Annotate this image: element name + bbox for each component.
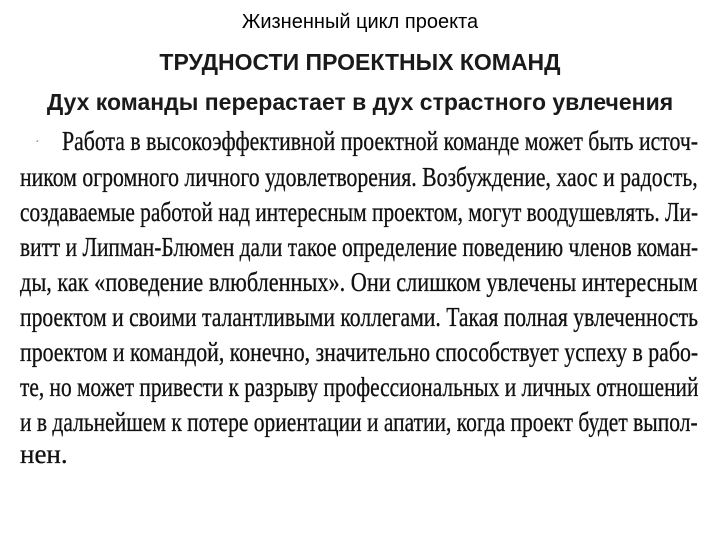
text-line-10: нен. xyxy=(20,439,68,469)
slide-title: ТРУДНОСТИ ПРОЕКТНЫХ КОМАНД xyxy=(159,49,561,75)
text-line-2: ником огромного личного удовлетворения. Возбуждение, хаос и радость, xyxy=(20,162,698,192)
slide-subtitle: Дух команды перерастает в дух страстного увлечения xyxy=(46,89,674,115)
text-line-5: ды, как «поведение влюбленных». Они слишком увлечены интересным xyxy=(20,267,698,297)
scanned-text-block xyxy=(20,124,699,469)
slide-supertitle: Жизненный цикл проекта xyxy=(241,11,479,33)
text-line-7: проектом и командой, конечно, значительно способствует успеху в рабо- xyxy=(20,337,699,367)
text-line-3: создаваемые работой над интересным проектом, могут воодушевлять. Ли- xyxy=(20,197,699,227)
text-line-9: и в дальнейшем к потере ориентации и апатии, когда проект будет выпол- xyxy=(20,407,698,437)
text-line-4: витт и Липман-Блюмен дали такое определение поведению членов коман- xyxy=(20,232,699,262)
text-line-6: проектом и своими талантливыми коллегами. Такая полная увлеченность xyxy=(20,302,698,332)
text-line-8: те, но может привести к разрыву профессиональных и личных отношений xyxy=(20,372,699,402)
scan-artifact-mark: ´ xyxy=(36,140,40,151)
text-line-1: Работа в высокоэффективной проектной команде может быть источ- xyxy=(62,126,699,156)
